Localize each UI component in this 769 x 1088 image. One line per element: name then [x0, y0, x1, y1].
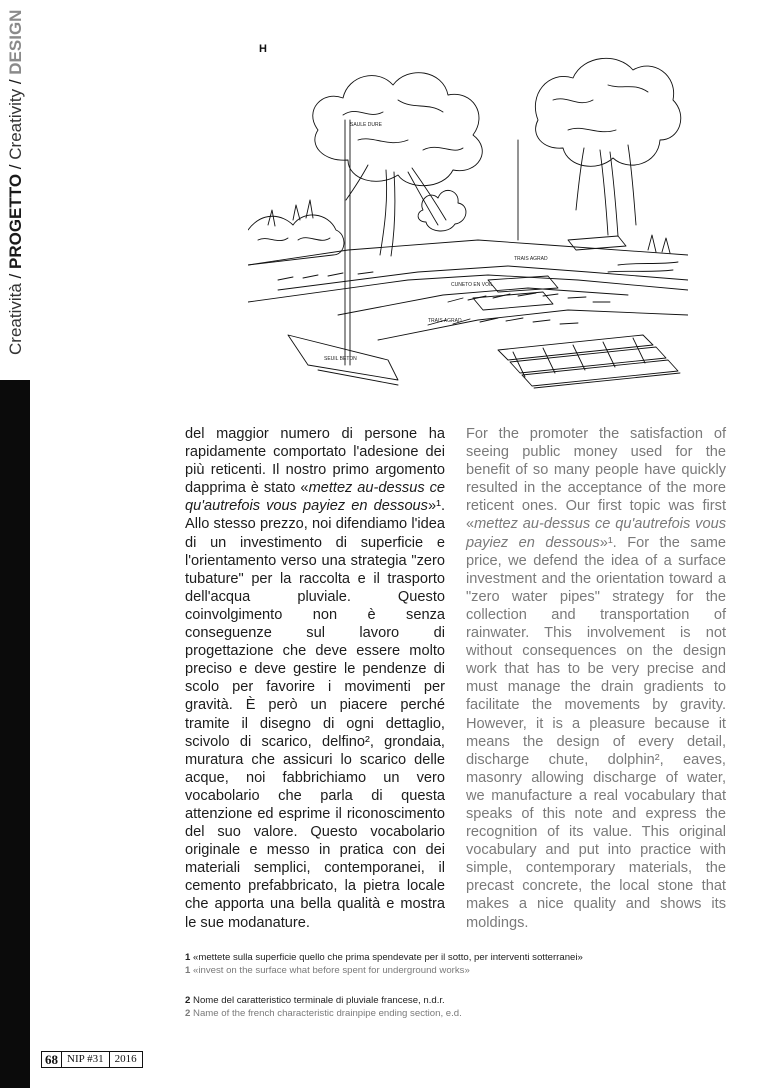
footnote-2-en: 2 Name of the french characteristic drainpipe ending section, e.d. [185, 1008, 462, 1019]
section-label-en: Creativity [6, 88, 25, 160]
quote-italic-it: mettez au-dessus ce qu'autrefois vous payiez en dessous [185, 480, 445, 515]
paragraph-it: del maggior numero di persone ha rapidamente comportato l'adesione dei più reticenti. Il nostro primo argomento dapprima è stato «mettez au-dessus ce qu'autrefois vous payiez en dessous»¹. Allo stesso prezzo, noi difendiamo l'idea di un investimento di superficie e l'orientamento verso una strategia "zero tubature" per la raccolta e il trasporto dell'acqua pluviale. Questo coinvolgimento non è senza conseguenze sul lavoro di progettazione che deve essere molto preciso e deve gestire le pendenze di scolo per favorire i movimenti per gravità. È però un piacere perché tramite il disegno di ogni dettaglio, scivolo di scarico, delfino², grondaia, muratura che assicuri lo scarico delle acque, noi fabbrichiamo un vero vocabolario che parla di questa attenzione ed esprime il riconoscimento del suo valore. Questo vocabolario originale e messo in pratica con dei materiali semplici, contemporanei, il cemento prefabbricato, la pietra locale che apporta una bella qualità e mostra le sue modanature. [185, 426, 445, 931]
magazine-issue: NIP #31 [62, 1051, 110, 1068]
footnote-1-en: 1 «invest on the surface what before spent for underground works» [185, 965, 470, 976]
page-number: 68 [41, 1051, 62, 1068]
sketch-label-seuil: SEUIL BETON [324, 356, 357, 362]
section-label-progetto: PROGETTO [6, 173, 25, 270]
side-rail [0, 380, 30, 1088]
section-label-design: DESIGN [6, 9, 25, 75]
paragraph-en: For the promoter the satisfaction of seeing public money used for the benefit of so many people have quickly resulted in the acceptance of the more reticent ones. Our first topic was first «mettez au-dessus ce qu'autrefois vous payiez en dessous»¹. For the same price, we defend the idea of a surface investment and the orientation toward a "zero water pipes" strategy for the collection and transportation of rainwater. This involvement is not without consequences on the design work that has to be very precise and must manage the drain gradients to facilitate the movements by gravity. However, it is a pleasure because it means the design of every detail, discharge chute, dolphin², eaves, masonry allowing discharge of water, we manufacture a real vocabulary that speaks of this note and express the recognition of its value. This original vocabulary and put into practice with simple, contemporary materials, the precast concrete, the local stone that makes a nice quality and shows its moldings. [466, 426, 726, 931]
sketch-label-saule: SAULE DURE [350, 122, 382, 128]
sketch-label-trais-bottom: TRAIS AGRAD [428, 318, 462, 324]
footnote-2-it: 2 Nome del caratteristico terminale di pluviale francese, n.d.r. [185, 995, 445, 1006]
folio [41, 1051, 143, 1068]
figure-letter: H [259, 43, 267, 55]
landscape-sketch [248, 40, 688, 408]
quote-italic-en: mettez au-dessus ce qu'autrefois vous payiez en dessous [466, 516, 726, 551]
section-label: Creatività / PROGETTO / Creativity / DESIGN [6, 9, 25, 355]
sketch-label-trais-top: TRAIS AGRAD [514, 256, 548, 262]
body-column-english [466, 425, 726, 932]
footnotes [185, 951, 745, 1020]
issue-year: 2016 [110, 1051, 143, 1068]
section-label-it: Creatività [6, 283, 25, 355]
footnote-1-it: 1 «mettete sulla superficie quello che prima spendevate per il sotto, per interventi sotterranei» [185, 952, 583, 963]
body-column-italian [185, 425, 445, 932]
sketch-label-cuneto: CUNETO EN VOIL [451, 282, 494, 288]
